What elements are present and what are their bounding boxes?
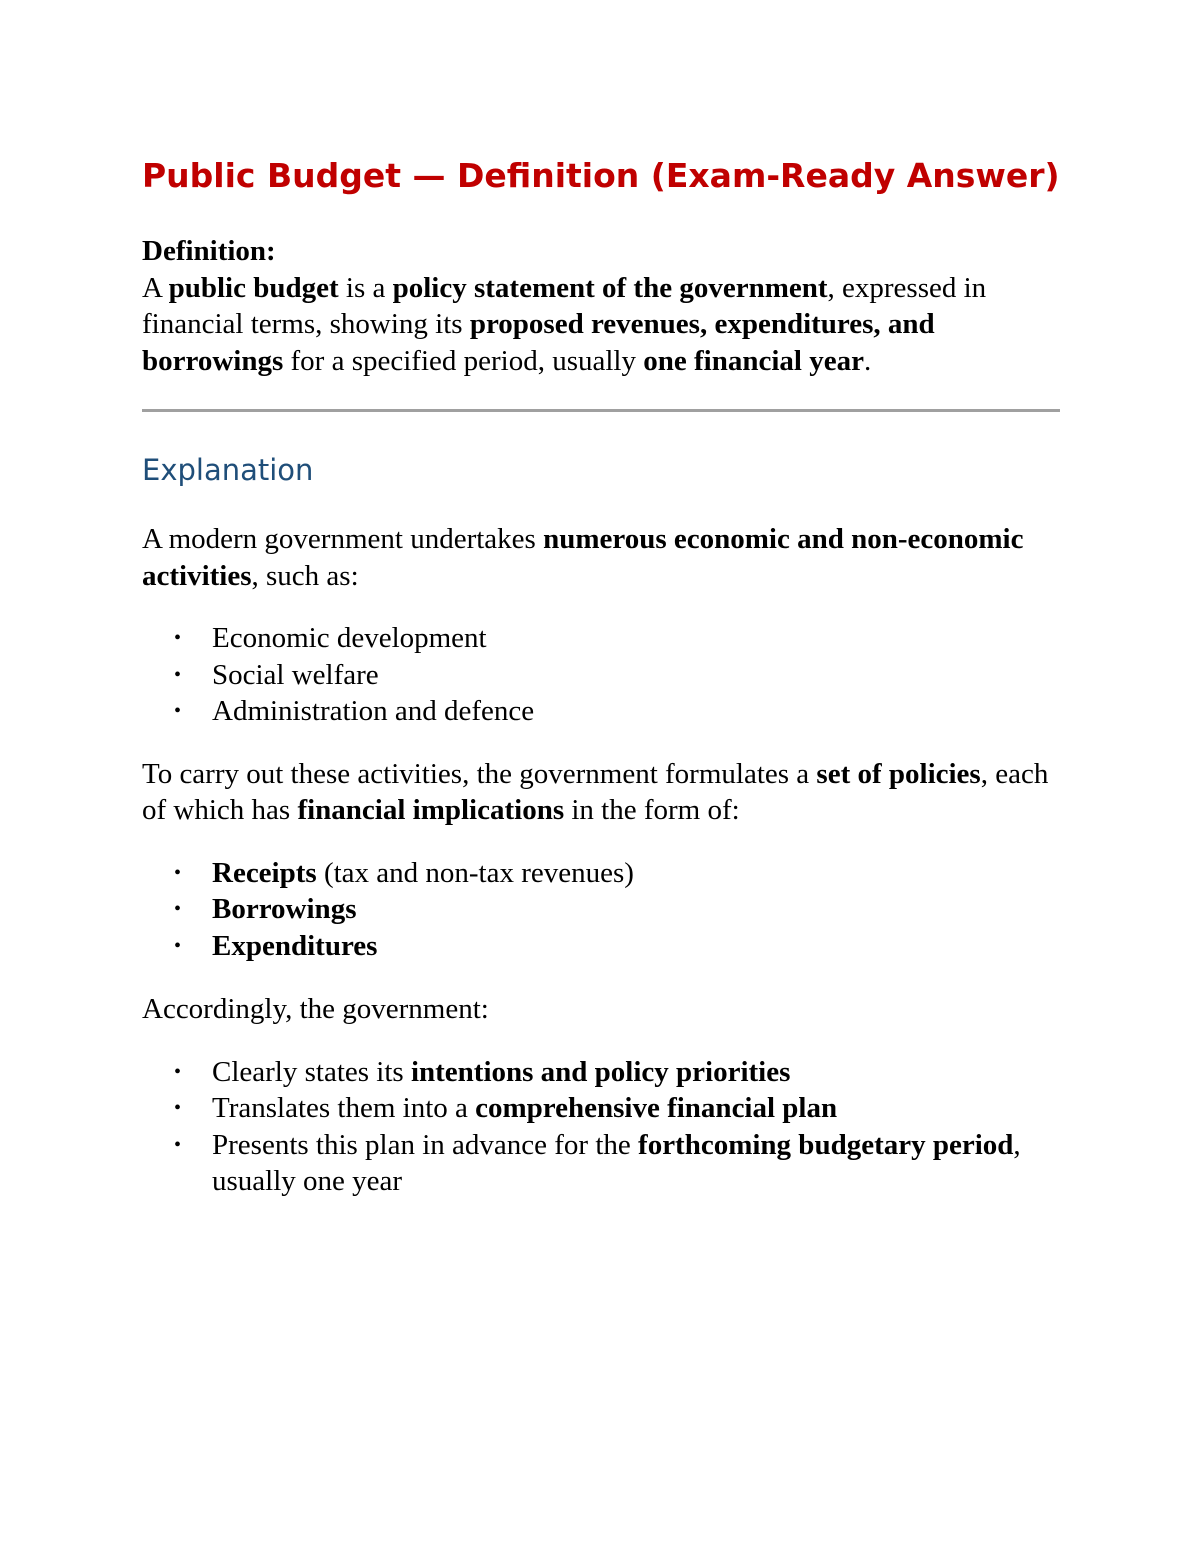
text-run: , each of which has bbox=[142, 757, 1049, 826]
list-item-text: Administration and defence bbox=[212, 695, 535, 727]
list-item bbox=[142, 1054, 1062, 1091]
text-run: A modern government undertakes bbox=[142, 523, 544, 555]
list-item-text: (tax and non-tax revenues) bbox=[316, 856, 634, 889]
actions-list bbox=[142, 1054, 1062, 1200]
bullet-icon: • bbox=[174, 1060, 182, 1083]
horizontal-rule bbox=[142, 409, 1060, 412]
text-run: Translates them into a bbox=[212, 1092, 476, 1124]
text-run: Clearly states its bbox=[212, 1055, 411, 1088]
bold-term: financial implications bbox=[297, 794, 565, 826]
activities-list bbox=[142, 620, 1062, 730]
bullet-icon: • bbox=[174, 1097, 182, 1119]
bold-term: set of policies bbox=[816, 757, 981, 790]
section-heading-explanation: Explanation bbox=[142, 453, 314, 487]
list-item bbox=[142, 1127, 1062, 1200]
text-run: , such as: bbox=[251, 559, 359, 592]
list-item bbox=[142, 1090, 1062, 1127]
policies-paragraph bbox=[142, 756, 1062, 829]
text-run: Presents this plan in advance for the bbox=[212, 1128, 639, 1161]
intro-paragraph bbox=[142, 521, 1062, 594]
bullet-icon: • bbox=[174, 700, 182, 722]
text-run: . bbox=[863, 344, 872, 377]
bold-term: public budget bbox=[168, 271, 339, 304]
text-run: in the form of: bbox=[564, 794, 740, 826]
bold-term: Expenditures bbox=[212, 929, 378, 962]
list-item bbox=[142, 657, 1062, 694]
list-item bbox=[142, 891, 1062, 928]
text-run: To carry out these activities, the government formulates a bbox=[142, 757, 817, 790]
bold-term: Receipts bbox=[212, 856, 317, 889]
bold-term: intentions and policy priorities bbox=[410, 1055, 791, 1088]
text-run: is a bbox=[338, 271, 393, 304]
list-item bbox=[142, 693, 1062, 730]
bullet-icon: • bbox=[174, 663, 182, 686]
bold-term: one financial year bbox=[643, 344, 864, 377]
bold-term: numerous economic and non-economic activities bbox=[142, 523, 1024, 592]
definition-text bbox=[142, 272, 986, 377]
bold-term: policy statement of the government bbox=[392, 271, 828, 304]
text-run: A bbox=[142, 271, 169, 304]
bullet-icon: • bbox=[174, 934, 182, 957]
text-run: for a specified period, usually bbox=[283, 344, 644, 377]
list-item-text: Economic development bbox=[212, 622, 487, 654]
text-run: , usually one year bbox=[212, 1128, 1021, 1197]
list-item bbox=[142, 928, 1062, 965]
definition-block bbox=[142, 233, 1062, 379]
implications-list bbox=[142, 855, 1062, 965]
bullet-icon: • bbox=[174, 898, 182, 920]
bold-term: comprehensive financial plan bbox=[475, 1092, 838, 1124]
bold-term: forthcoming budgetary period bbox=[638, 1128, 1014, 1161]
list-item bbox=[142, 620, 1062, 657]
bold-term: Borrowings bbox=[212, 893, 357, 925]
list-item-text: Social welfare bbox=[212, 658, 379, 691]
bullet-icon: • bbox=[174, 627, 182, 649]
bold-term: proposed revenues, expenditures, and borrowings bbox=[142, 308, 935, 377]
page-title: Public Budget — Definition (Exam-Ready Answer) bbox=[142, 156, 1060, 195]
bullet-icon: • bbox=[174, 861, 182, 884]
accordingly-paragraph: Accordingly, the government: bbox=[142, 993, 489, 1025]
document-page bbox=[142, 152, 1062, 1200]
text-run: , expressed in financial terms, showing its bbox=[142, 271, 987, 340]
bullet-icon: • bbox=[174, 1133, 182, 1156]
list-item bbox=[142, 855, 1062, 892]
definition-label: Definition: bbox=[142, 235, 276, 267]
